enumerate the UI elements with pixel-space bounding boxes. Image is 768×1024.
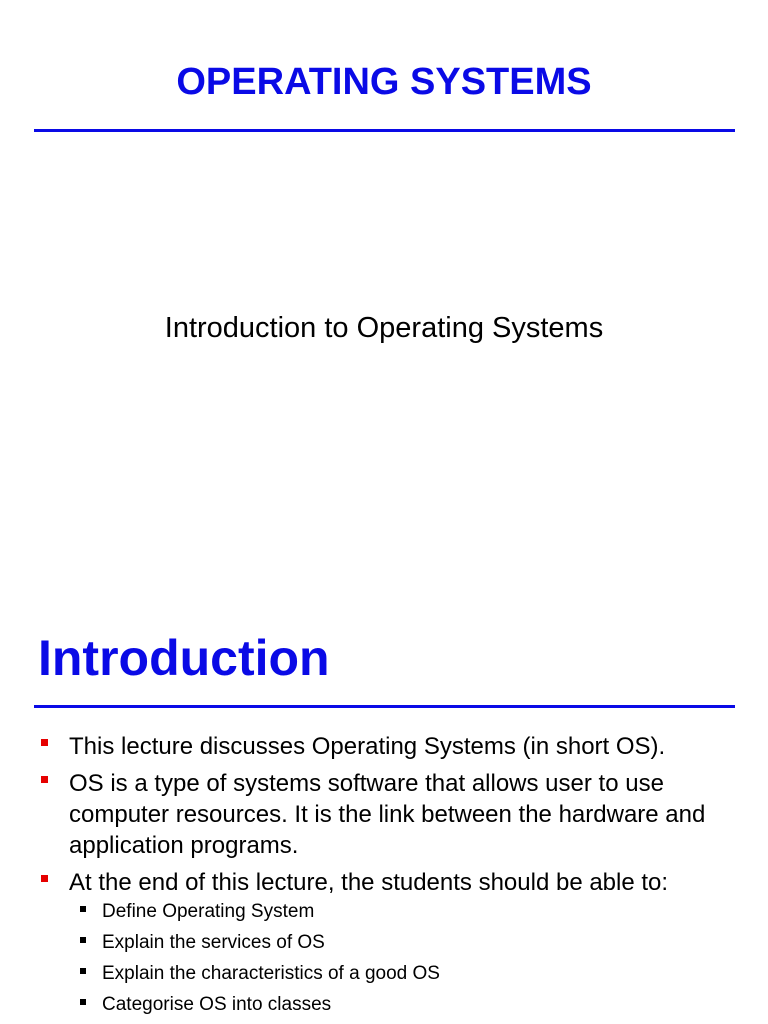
- red-square-bullet-icon: [41, 739, 48, 746]
- sub-bullet-text: Explain the characteristics of a good OS: [102, 963, 440, 984]
- sub-bullet-text: Categorise OS into classes: [102, 994, 332, 1015]
- bullet-list: [38, 731, 738, 1024]
- heading-underline: [34, 705, 735, 708]
- slide-heading: Introduction: [38, 630, 330, 686]
- red-square-bullet-icon: [41, 776, 48, 783]
- black-square-bullet-icon: [80, 999, 86, 1005]
- black-square-bullet-icon: [80, 906, 86, 912]
- slide-title: OPERATING SYSTEMS: [176, 61, 592, 103]
- black-square-bullet-icon: [80, 968, 86, 974]
- bullet-text: At the end of this lecture, the students should be able to:: [69, 869, 669, 896]
- list-item: [38, 867, 738, 1017]
- sub-list-item: [69, 931, 738, 955]
- bullet-text: OS is a type of systems software that allows user to use computer resources. It is the link between the hardware and application programs.: [69, 770, 706, 859]
- list-item: [38, 731, 738, 762]
- list-item: [38, 768, 738, 861]
- slide-subtitle: Introduction to Operating Systems: [164, 312, 604, 344]
- title-underline: [34, 129, 735, 132]
- sub-bullet-list: [69, 900, 738, 1017]
- black-square-bullet-icon: [80, 937, 86, 943]
- sub-bullet-text: Explain the services of OS: [102, 932, 325, 953]
- red-square-bullet-icon: [41, 875, 48, 882]
- sub-list-item: [69, 900, 738, 924]
- sub-list-item: [69, 993, 738, 1017]
- sub-bullet-text: Define Operating System: [102, 901, 315, 922]
- sub-list-item: [69, 962, 738, 986]
- bullet-text: This lecture discusses Operating Systems (in short OS).: [69, 733, 666, 760]
